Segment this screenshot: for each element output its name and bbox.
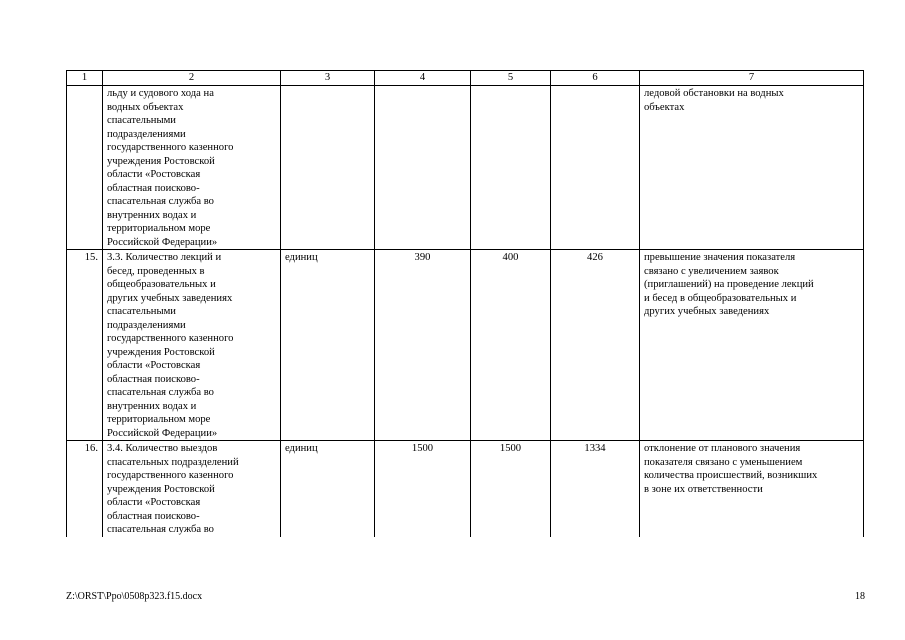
header-row (67, 71, 864, 86)
description-line: учреждения Ростовской (107, 155, 215, 167)
description-line: бесед, проведенных в (107, 265, 205, 277)
note-line: (приглашений) на проведение лекций (644, 279, 814, 290)
description-line: учреждения Ростовской (107, 483, 215, 495)
row-number (67, 86, 103, 250)
description-line: государственного казенного (107, 470, 234, 481)
note-line: в зоне их ответственности (644, 483, 763, 495)
value-col6 (551, 86, 640, 250)
footer-file-path: Z:\ORST\Ppo\0508p323.f15.docx (66, 591, 203, 602)
description-line: подразделениями (107, 319, 186, 331)
unit-cell: единиц (281, 441, 375, 537)
unit-cell: единиц (281, 250, 375, 441)
value-col4 (375, 86, 471, 250)
description-line: областная поисково- (107, 373, 200, 385)
description-line: внутренних водах и (107, 209, 197, 221)
column-header-7: 7 (640, 71, 864, 86)
description-line: государственного казенного (107, 142, 234, 153)
table-row (67, 441, 864, 537)
description-line: льду и судового хода на (107, 88, 214, 99)
description-line: спасательных подразделений (107, 456, 239, 468)
note-line: объектах (644, 101, 685, 113)
value-col5 (471, 86, 551, 250)
value-col6: 426 (551, 250, 640, 441)
description-line: Российской Федерации» (107, 427, 218, 439)
indicator-description (103, 250, 281, 441)
description-line: спасательная служба во (107, 387, 214, 398)
note-line: количества происшествий, возникших (644, 470, 818, 481)
value-col4: 390 (375, 250, 471, 441)
description-line: подразделениями (107, 128, 186, 140)
indicator-description (103, 86, 281, 250)
description-line: областная поисково- (107, 182, 200, 194)
description-line: общеобразовательных и (107, 279, 216, 290)
deviation-note (640, 86, 864, 250)
unit-cell (281, 86, 375, 250)
note-line: и бесед в общеобразовательных и (644, 292, 797, 304)
description-line: территориальном море (107, 223, 211, 234)
description-line: области «Ростовская (107, 360, 201, 371)
value-col5: 400 (471, 250, 551, 441)
description-line: спасательными (107, 306, 176, 317)
description-line: области «Ростовская (107, 169, 201, 180)
description-line: учреждения Ростовской (107, 346, 215, 358)
description-line: спасательная служба во (107, 524, 214, 535)
description-line: спасательными (107, 115, 176, 126)
description-line: внутренних водах и (107, 400, 197, 412)
description-line: областная поисково- (107, 510, 200, 522)
column-header-3: 3 (281, 71, 375, 86)
table-row (67, 250, 864, 441)
note-line: ледовой обстановки на водных (644, 88, 784, 99)
description-line: 3.4. Количество выездов (107, 443, 218, 454)
column-header-4: 4 (375, 71, 471, 86)
deviation-note (640, 250, 864, 441)
page-number: 18 (855, 591, 865, 602)
report-table (66, 70, 864, 537)
row-number: 15. (67, 250, 103, 441)
note-line: превышение значения показателя (644, 252, 796, 263)
row-number: 16. (67, 441, 103, 537)
description-line: спасательная служба во (107, 196, 214, 207)
value-col4: 1500 (375, 441, 471, 537)
description-line: области «Ростовская (107, 497, 201, 508)
description-line: территориальном море (107, 414, 211, 425)
description-line: 3.3. Количество лекций и (107, 252, 222, 263)
value-col6: 1334 (551, 441, 640, 537)
value-col5: 1500 (471, 441, 551, 537)
column-header-6: 6 (551, 71, 640, 86)
description-line: других учебных заведениях (107, 292, 233, 304)
description-line: государственного казенного (107, 333, 234, 344)
deviation-note (640, 441, 864, 537)
table-row (67, 86, 864, 250)
note-line: показателя связано с уменьшением (644, 456, 803, 468)
note-line: связано с увеличением заявок (644, 265, 779, 277)
indicator-description (103, 441, 281, 537)
column-header-2: 2 (103, 71, 281, 86)
column-header-1: 1 (67, 71, 103, 86)
note-line: отклонение от планового значения (644, 443, 801, 454)
description-line: Российской Федерации» (107, 236, 218, 248)
note-line: других учебных заведениях (644, 306, 770, 317)
column-header-5: 5 (471, 71, 551, 86)
description-line: водных объектах (107, 101, 184, 113)
